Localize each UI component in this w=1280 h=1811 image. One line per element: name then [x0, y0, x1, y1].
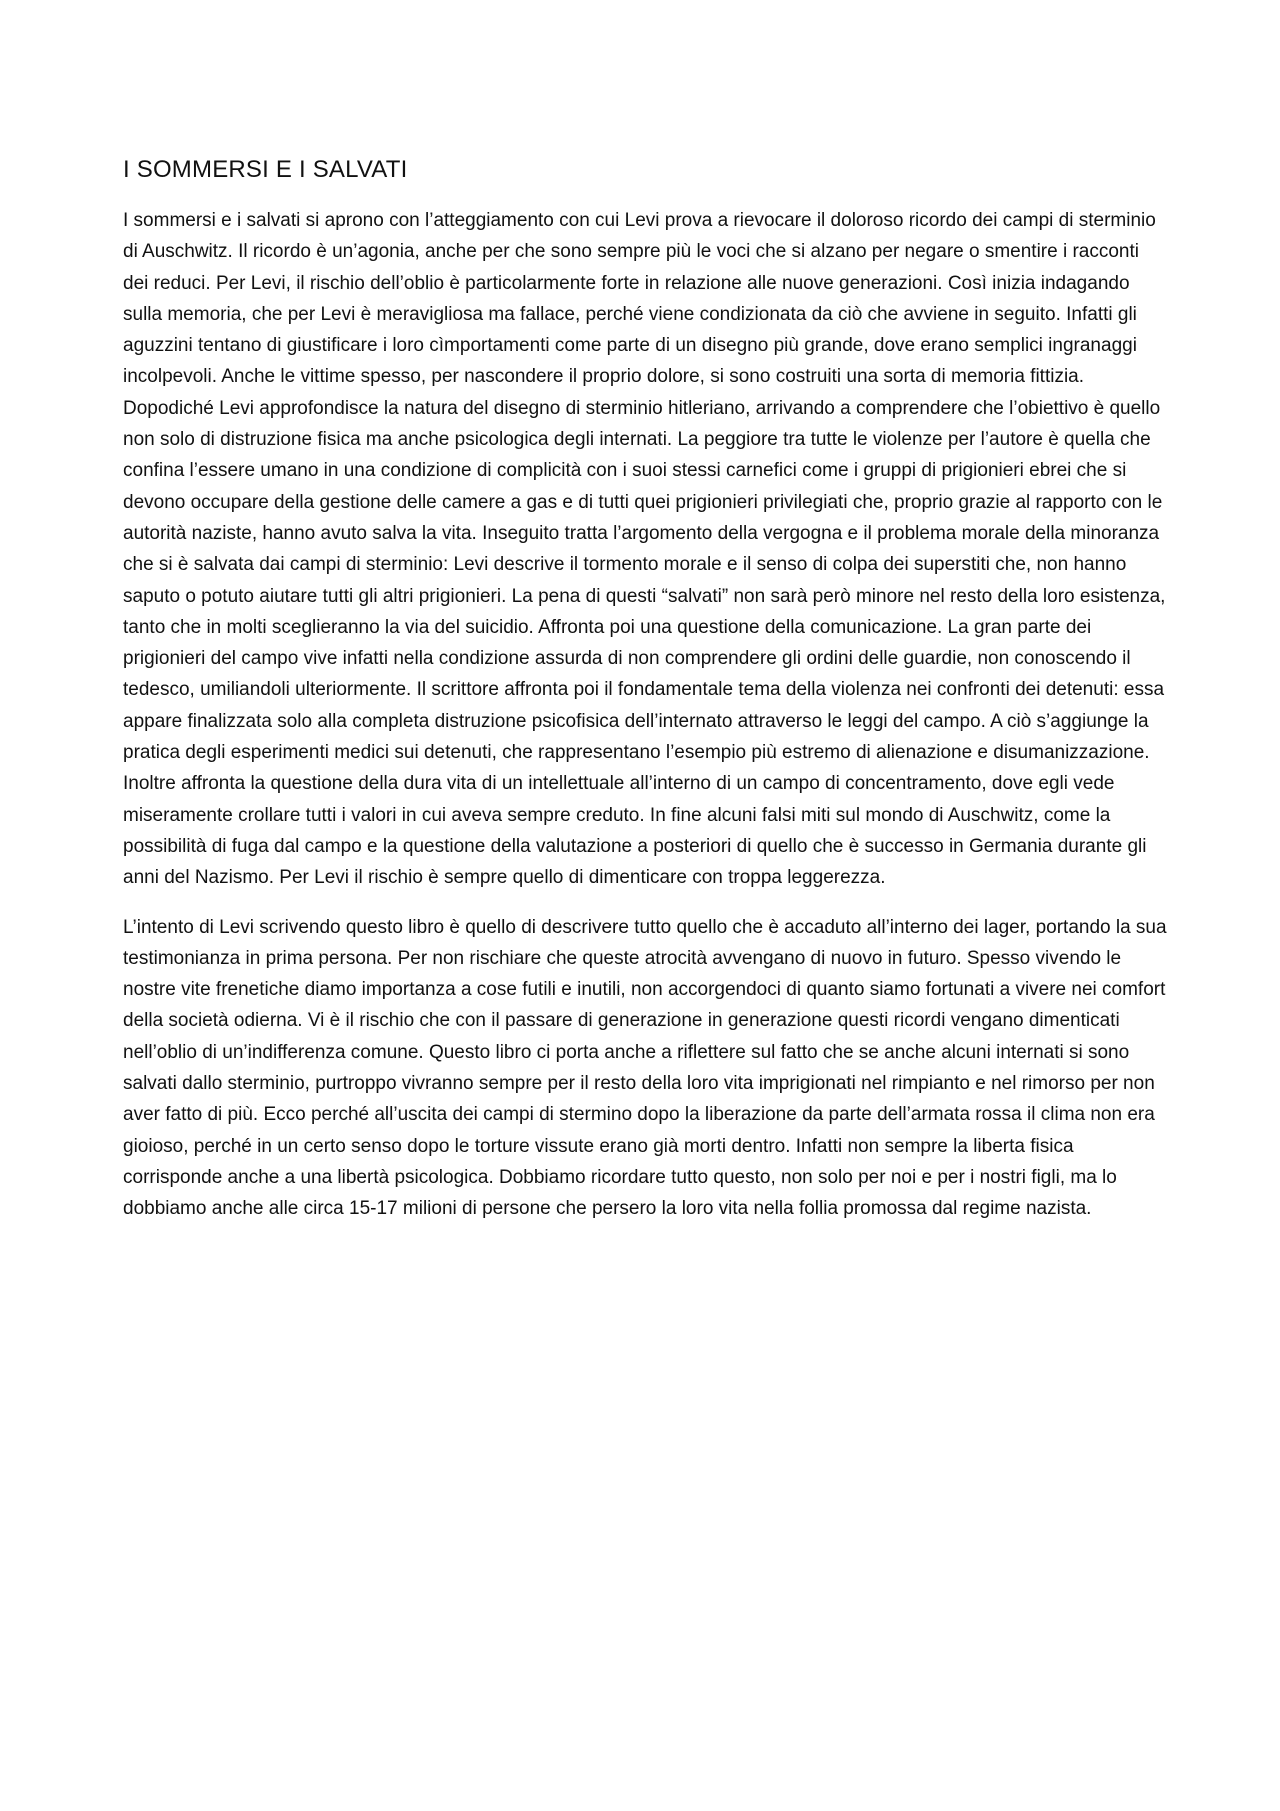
document-page: [123, 153, 1169, 1243]
paragraph-summary: I sommersi e i salvati si aprono con l’atteggiamento con cui Levi prova a rievocare il doloroso ricordo dei campi di sterminio di Auschwitz. Il ricordo è un’agonia, anche per che sono sempre più le voci che si alzano per negare o smentire i racconti dei reduci. Per Levi, il rischio dell’oblio è particolarmente forte in relazione alle nuove generazioni. Così inizia indagando sulla memoria, che per Levi è meravigliosa ma fallace, perché viene condizionata da ciò che avviene in seguito. Infatti gli aguzzini tentano di giustificare i loro cìmportamenti come parte di un disegno più grande, dove erano semplici ingranaggi incolpevoli. Anche le vittime spesso, per nascondere il proprio dolore, si sono costruiti una sorta di memoria fittizia. Dopodiché Levi approfondisce la natura del disegno di sterminio hitleriano, arrivando a comprendere che l’obiettivo è quello non solo di distruzione fisica ma anche psicologica degli internati. La peggiore tra tutte le violenze per l’autore è quella che confina l’essere umano in una condizione di complicità con i suoi stessi carnefici come i gruppi di prigionieri ebrei che si devono occupare della gestione delle camere a gas e di tutti quei prigionieri privilegiati che, proprio grazie al rapporto con le autorità naziste, hanno avuto salva la vita. Inseguito tratta l’argomento della vergogna e il problema morale della minoranza che si è salvata dai campi di sterminio: Levi descrive il tormento morale e il senso di colpa dei superstiti che, non hanno saputo o potuto aiutare tutti gli altri prigionieri. La pena di questi “salvati” non sarà però minore nel resto della loro esistenza, tanto che in molti sceglieranno la via del suicidio. Affronta poi una questione della comunicazione. La gran parte dei prigionieri del campo vive infatti nella condizione assurda di non comprendere gli ordini delle guardie, non conoscendo il tedesco, umiliandoli ulteriormente. Il scrittore affronta poi il fondamentale tema della violenza nei confronti dei detenuti: essa appare finalizzata solo alla completa distruzione psicofisica dell’internato attraverso le leggi del campo. A ciò s’aggiunge la pratica degli esperimenti medici sui detenuti, che rappresentano l’esempio più estremo di alienazione e disumanizzazione. Inoltre affronta la questione della dura vita di un intellettuale all’interno di un campo di concentramento, dove egli vede miseramente crollare tutti i valori in cui aveva sempre creduto. In fine alcuni falsi miti sul mondo di Auschwitz, come la possibilità di fuga dal campo e la questione della valutazione a posteriori di quello che è successo in Germania durante gli anni del Nazismo. Per Levi il rischio è sempre quello di dimenticare con troppa leggerezza.: [123, 210, 1166, 889]
document-title: I SOMMERSI E I SALVATI: [123, 156, 408, 183]
paragraph-reflection: L’intento di Levi scrivendo questo libro è quello di descrivere tutto quello che è accaduto all’interno dei lager, portando la sua testimonianza in prima persona. Per non rischiare che queste atrocità avvengano di nuovo in futuro. Spesso vivendo le nostre vite frenetiche diamo importanza a cose futili e inutili, non accorgendoci di quanto siamo fortunati a vivere nei comfort della società odierna. Vi è il rischio che con il passare di generazione in generazione questi ricordi vengano dimenticati nell’oblio di un’indifferenza comune. Questo libro ci porta anche a riflettere sul fatto che se anche alcuni internati si sono salvati dallo sterminio, purtroppo vivranno sempre per il resto della loro vita imprigionati nel rimpianto e nel rimorso per non aver fatto di più. Ecco perché all’uscita dei campi di stermino dopo la liberazione da parte dell’armata rossa il clima non era gioioso, perché in un certo senso dopo le torture vissute erano già morti dentro. Infatti non sempre la liberta fisica corrisponde anche a una libertà psicologica. Dobbiamo ricordare tutto questo, non solo per noi e per i nostri figli, ma lo dobbiamo anche alle circa 15-17 milioni di persone che persero la loro vita nella follia promossa dal regime nazista.: [123, 916, 1167, 1220]
